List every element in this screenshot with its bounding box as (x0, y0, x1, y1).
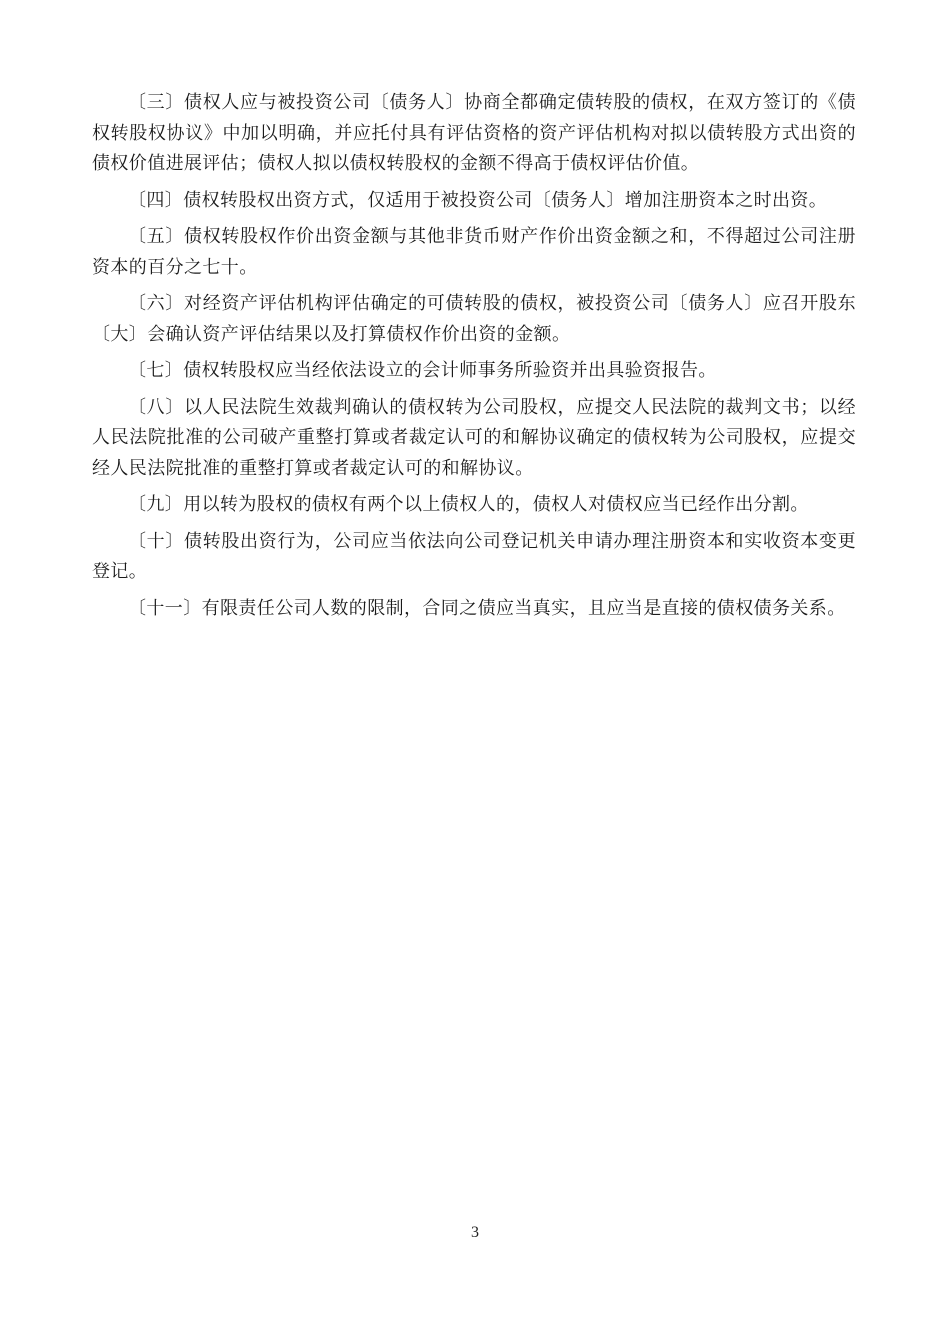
paragraph-item-8: 〔八〕以人民法院生效裁判确认的债权转为公司股权，应提交人民法院的裁判文书；以经人民法院批准的公司破产重整打算或者裁定认可的和解协议确定的债权转为公司股权，应提交经人民法院批准的重整打算或者裁定认可的和解协议。 (92, 396, 856, 479)
paragraph-item-9: 〔九〕用以转为股权的债权有两个以上债权人的，债权人对债权应当已经作出分割。 (128, 494, 809, 515)
paragraph-item-4: 〔四〕债权转股权出资方式，仅适用于被投资公司〔债务人〕增加注册资本之时出资。 (128, 189, 828, 211)
paragraph-item-6: 〔六〕对经资产评估机构评估确定的可债转股的债权，被投资公司〔债务人〕应召开股东〔大〕会确认资产评估结果以及打算债权作价出资的金额。 (92, 293, 856, 345)
paragraph-item-7: 〔七〕债权转股权应当经依法设立的会计师事务所验资并出具验资报告。 (128, 360, 717, 381)
paragraph-item-3: 〔三〕债权人应与被投资公司〔债务人〕协商全都确定债转股的债权，在双方签订的《债权转股权协议》中加以明确，并应托付具有评估资格的资产评估机构对拟以债转股方式出资的债权价值进展评估；债权人拟以债权转股权的金额不得高于债权评估价值。 (92, 92, 856, 174)
paragraph-item-10: 〔十〕债转股出资行为，公司应当依法向公司登记机关申请办理注册资本和实收资本变更登记。 (92, 530, 856, 582)
paragraph-item-11: 〔十一〕有限责任公司人数的限制，合同之债应当真实，且应当是直接的债权债务关系。 (128, 597, 846, 619)
paragraph-item-5: 〔五〕债权转股权作价出资金额与其他非货币财产作价出资金额之和，不得超过公司注册资本的百分之七十。 (92, 226, 856, 278)
document-body (92, 88, 856, 630)
page-number: 3 (471, 1224, 479, 1241)
